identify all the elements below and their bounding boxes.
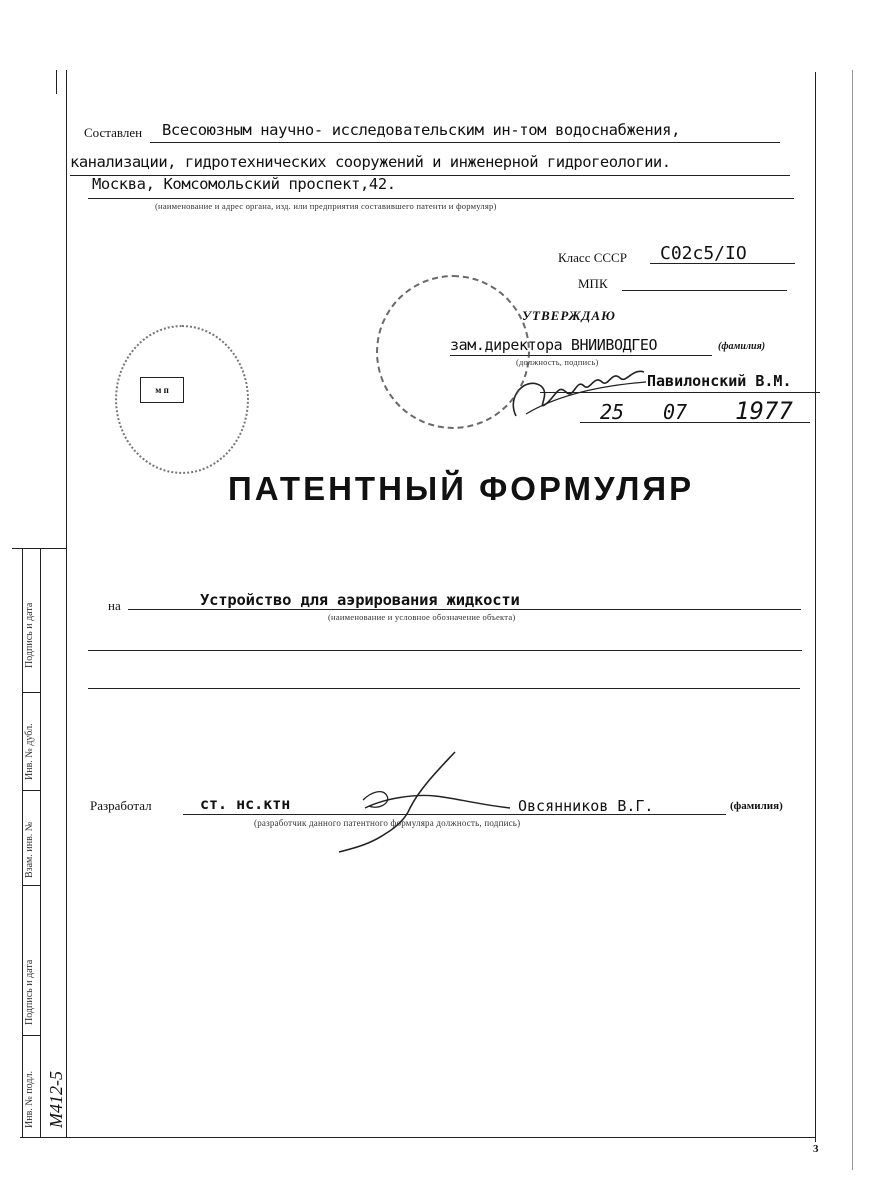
margin-label-orig-inv: Инв. № подл. <box>24 1071 35 1128</box>
official-stamp-box <box>140 377 184 403</box>
margin-divider-1 <box>22 692 40 693</box>
margin-label-sign-date-bottom: Подпись и дата <box>24 959 35 1025</box>
ipc-label: МПК <box>578 276 608 291</box>
composer-label: Составлен <box>84 125 143 140</box>
document-title: ПАТЕНТНЫЙ ФОРМУЛЯР <box>228 470 695 507</box>
margin-divider-2 <box>22 790 40 791</box>
right-frame-line <box>815 72 816 1142</box>
developer-label: Разработал <box>90 798 152 813</box>
class-label: Класс СССР <box>558 250 627 265</box>
bottom-frame-line <box>20 1137 815 1138</box>
object-extra-line-1 <box>88 650 802 651</box>
margin-divider-3 <box>22 885 40 886</box>
object-underline <box>128 609 801 610</box>
developer-position: ст. нс.ктн <box>200 795 291 813</box>
object-caption: (наименование и условное обозначение объекта) <box>328 612 516 622</box>
approval-stamp-circle <box>376 275 530 429</box>
composer-line-2: канализации, гидротехнических сооружений и инженерной гидрогеологии. <box>70 153 671 171</box>
date-month: 07 <box>663 400 688 424</box>
left-frame-line <box>66 70 67 1138</box>
object-extra-line-2 <box>88 688 800 689</box>
date-day: 25 <box>600 400 625 424</box>
object-value: Устройство для аэрирования жидкости <box>200 591 520 609</box>
date-year: 1977 <box>735 397 793 425</box>
developer-signature <box>325 748 515 858</box>
margin-label-sign-date-top: Подпись и дата <box>24 602 35 668</box>
composer-line-3: Москва, Комсомольский проспект,42. <box>92 175 396 193</box>
composer-underline-1 <box>150 142 780 143</box>
date-underline <box>580 422 810 423</box>
right-edge-mark <box>852 70 853 1170</box>
composer-underline-3 <box>88 198 794 199</box>
composer-line-1: Всесоюзным научно- исследовательским ин-том водоснабжения, <box>162 121 681 139</box>
approver-position: зам.директора ВНИИВОДГЕО <box>450 336 658 354</box>
stamp-text: м п <box>155 385 169 395</box>
composer-caption: (наименование и адрес органа, изд. или предприятия составившего патенти и формуляр) <box>155 201 497 211</box>
approve-label: УТВЕРЖДАЮ <box>522 308 616 323</box>
class-underline <box>650 263 795 264</box>
object-label: на <box>108 598 121 613</box>
developer-caption: (разработчик данного патентного формуляра должность, подпись) <box>254 818 521 828</box>
handwritten-code: М412-5 <box>46 1071 66 1128</box>
margin-label-replace-inv: Взам. инв. № <box>24 821 35 878</box>
class-value: C02c5/IO <box>660 243 747 264</box>
footer-mark: 3 <box>813 1143 819 1155</box>
position-caption: (должность, подпись) <box>516 357 599 367</box>
position-surname-hint: (фамилия) <box>718 341 766 352</box>
left-stub-line <box>56 70 57 94</box>
margin-column-top <box>12 548 66 549</box>
margin-column-line-right <box>40 548 41 1138</box>
ipc-underline <box>622 290 787 291</box>
margin-label-dup-inv: Инв. № дубл. <box>24 723 35 780</box>
developer-name: Овсянников В.Г. <box>518 797 654 815</box>
margin-divider-4 <box>22 1035 40 1036</box>
margin-column-line-left <box>22 548 23 1138</box>
approver-name: Павилонский В.М. <box>647 372 792 390</box>
developer-surname-hint: (фамилия) <box>730 800 783 812</box>
